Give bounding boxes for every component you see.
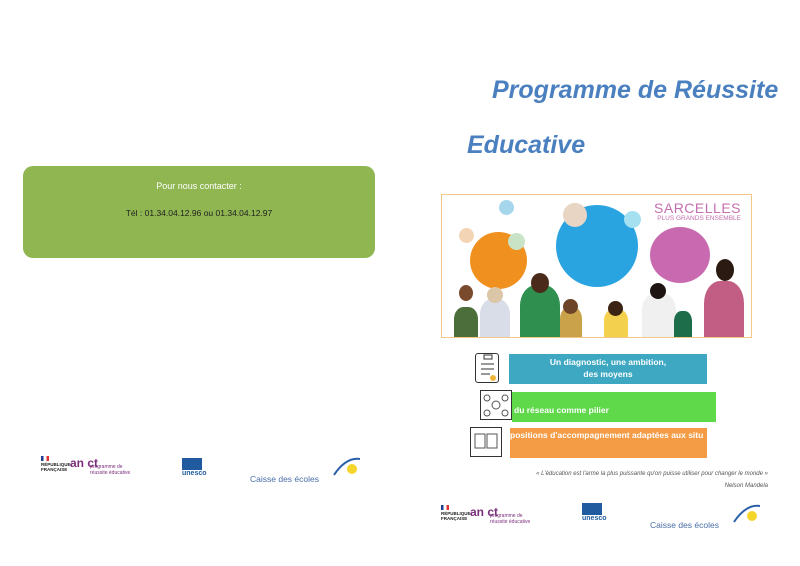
unesco-word-right: unesco <box>582 515 607 522</box>
bubble-small-1 <box>499 200 514 215</box>
person-8-head <box>716 259 734 281</box>
unesco-temple-icon <box>182 458 202 470</box>
city-name: SARCELLES <box>654 200 741 216</box>
person-4-head <box>563 299 578 314</box>
title-line-1: Programme de Réussite <box>492 76 779 104</box>
anct-logo-right <box>470 505 531 525</box>
banner-diagnostic <box>509 354 707 384</box>
quote <box>470 468 768 492</box>
quote-author: Nelson Mandela <box>724 483 768 489</box>
anct-right-line-1: programme de <box>490 513 523 519</box>
anct-right-line-2: réussite éducative <box>490 519 531 525</box>
banner-diagnostic-line-2: des moyens <box>583 369 633 379</box>
person-7 <box>674 311 692 337</box>
caisse-des-ecoles-right: Caisse des écoles <box>650 520 719 530</box>
person-8 <box>704 281 744 337</box>
anct-text <box>90 464 130 476</box>
rf-line-1: RÉPUBLIQUE <box>41 462 71 467</box>
person-2-head <box>487 287 503 303</box>
clipboard-icon <box>475 353 499 383</box>
anct-text-line-2: réussite éducative <box>90 470 131 476</box>
quote-text: « L'éducation est l'arme la plus puissante qu'on puisse utiliser pour changer le monde » <box>536 471 768 477</box>
banner-diagnostic-line-1: Un diagnostic, une ambition, <box>549 357 667 367</box>
rf-line-2: FRANÇAISE <box>41 467 68 472</box>
sun-logo-left <box>332 455 362 479</box>
republique-francaise-logo-right <box>441 505 471 521</box>
person-6 <box>642 293 676 337</box>
bubble-small-4 <box>459 228 474 243</box>
support-icon <box>470 427 502 457</box>
banner-support-text: positions d'accompagnement adaptées aux situ <box>510 430 704 440</box>
anct-text-right <box>490 513 530 525</box>
anct-logo <box>70 456 131 476</box>
bubble-small-5 <box>508 233 525 250</box>
unesco-word: unesco <box>182 470 207 477</box>
person-2 <box>480 299 510 337</box>
contact-box <box>23 166 375 258</box>
bubble-pink <box>650 227 710 283</box>
contact-phone: Tél : 01.34.04.12.96 ou 01.34.04.12.97 <box>125 208 273 218</box>
bubble-small-2 <box>563 203 587 227</box>
network-icon <box>480 390 512 420</box>
hero-illustration <box>441 194 752 338</box>
anct-mark-right: an ct <box>470 505 499 519</box>
banner-support <box>510 428 707 458</box>
bubble-small-3 <box>624 211 641 228</box>
republique-francaise-logo <box>41 456 71 472</box>
person-1 <box>454 307 478 337</box>
rf-right-line-2: FRANÇAISE <box>441 516 468 521</box>
person-6-head <box>650 283 666 299</box>
person-1-head <box>459 285 473 301</box>
rf-right-line-1: RÉPUBLIQUE <box>441 511 471 516</box>
person-5-head <box>608 301 623 316</box>
banner-network-text: du réseau comme pilier <box>514 405 609 415</box>
anct-text-line-1: programme de <box>90 464 123 470</box>
contact-label: Pour nous contacter : <box>156 181 242 191</box>
city-subtitle: PLUS GRANDS ENSEMBLE <box>657 215 741 222</box>
person-3-head <box>531 273 549 293</box>
sun-logo-right <box>732 502 762 526</box>
unesco-logo <box>182 458 207 477</box>
unesco-temple-icon-right <box>582 503 602 515</box>
caisse-des-ecoles-left: Caisse des écoles <box>250 474 319 484</box>
title-line-2: Educative <box>467 131 586 159</box>
unesco-logo-right <box>582 503 607 522</box>
banner-network <box>512 392 716 422</box>
anct-mark: an ct <box>70 456 99 470</box>
